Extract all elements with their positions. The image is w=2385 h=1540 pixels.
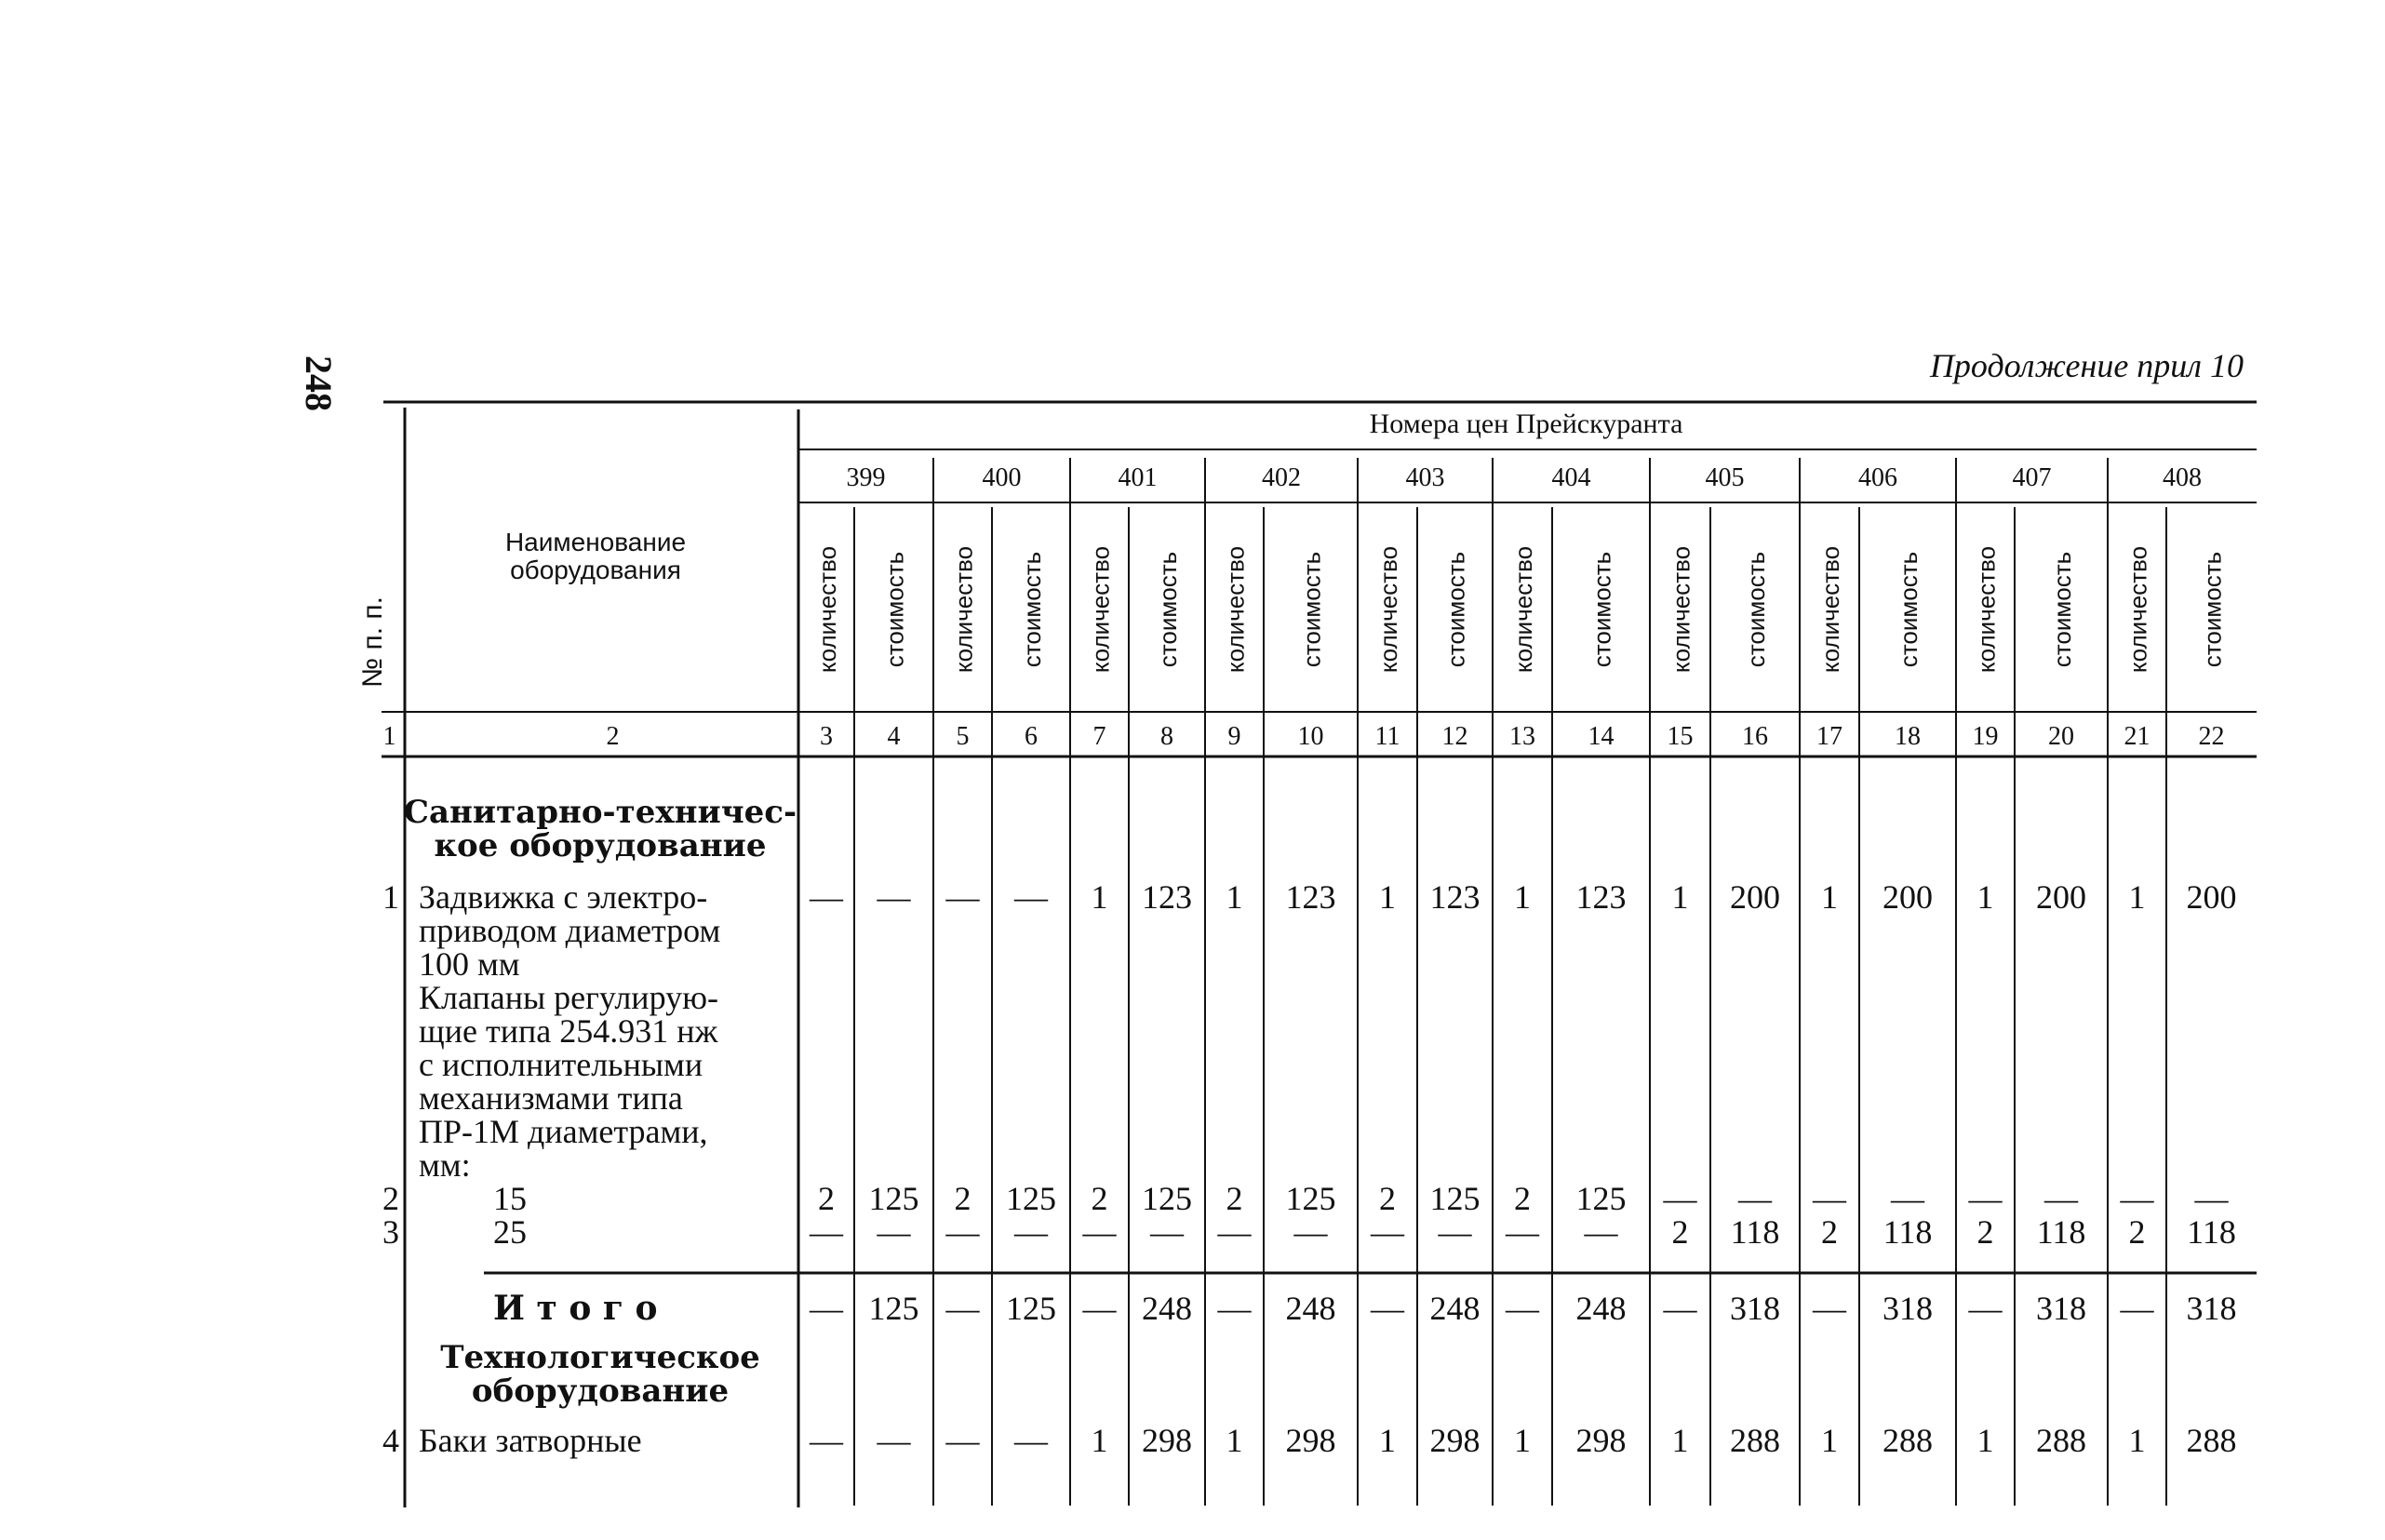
row-name: щие типа 254.931 нж — [419, 1012, 718, 1050]
sub-qty-label: количество — [1509, 545, 1537, 674]
row-cell: 1 — [1976, 1422, 1994, 1459]
col-number: 22 — [2198, 722, 2225, 751]
row-cell: 125 — [868, 1180, 919, 1217]
sub-qty-label: количество — [1816, 545, 1844, 674]
row-cell: 125 — [1142, 1180, 1192, 1217]
row-cell: — — [1968, 1180, 2003, 1217]
col-number: 5 — [956, 722, 970, 751]
row-cell: 2 — [1976, 1213, 1994, 1251]
col-number: 12 — [1441, 722, 1468, 751]
price-number: 406 — [1858, 463, 1897, 492]
row-cell: 2 — [818, 1180, 835, 1217]
row-cell: 123 — [1285, 878, 1336, 916]
price-number: 403 — [1405, 463, 1445, 492]
row-cell: 118 — [1883, 1213, 1933, 1251]
row-cell: 1 — [1821, 878, 1838, 916]
row-cell: 1 — [1671, 878, 1689, 916]
row-cell: — — [1217, 1213, 1252, 1251]
col-number: 14 — [1588, 722, 1615, 751]
row-cell: 125 — [1575, 1180, 1627, 1217]
total-cell: — — [810, 1290, 843, 1327]
col-number: 16 — [1742, 722, 1768, 751]
col-number: 19 — [1972, 722, 1999, 751]
col-number: 21 — [2124, 722, 2151, 751]
total-cell: 248 — [1429, 1290, 1481, 1327]
price-number: 400 — [982, 463, 1022, 492]
row-name: механизмами типа — [419, 1079, 683, 1117]
total-cell: 125 — [1006, 1290, 1056, 1327]
row-cell: — — [1371, 1213, 1404, 1251]
row-cell: — — [1150, 1213, 1184, 1251]
row-cell: — — [1014, 1213, 1048, 1251]
total-cell: — — [1082, 1290, 1117, 1327]
row-cell: — — [1891, 1180, 1924, 1217]
col-number: 20 — [2048, 722, 2074, 751]
sub-cost-label: стоимость — [2198, 551, 2227, 668]
row-cell: 1 — [1671, 1422, 1689, 1459]
row-name: приводом диаметром — [419, 912, 721, 949]
row-cell: 118 — [2036, 1213, 2086, 1251]
sub-qty-label: количество — [1972, 545, 2001, 674]
price-number: 401 — [1118, 463, 1158, 492]
total-cell: — — [1663, 1290, 1697, 1327]
row-cell: — — [945, 1422, 980, 1459]
row-name: Клапаны регулирую- — [419, 979, 718, 1016]
sub-qty-label: количество — [949, 545, 978, 674]
row-cell: 288 — [1883, 1422, 1933, 1459]
price-number: 405 — [1705, 463, 1745, 492]
row-number: 2 — [382, 1180, 399, 1217]
row-cell: — — [1506, 1213, 1539, 1251]
col-number: 1 — [382, 722, 396, 751]
price-number: 407 — [2012, 463, 2052, 492]
total-cell: — — [1371, 1290, 1404, 1327]
row-cell: 123 — [1142, 878, 1192, 916]
row-cell: 1 — [1976, 878, 1994, 916]
row-cell: 1 — [1091, 1422, 1108, 1459]
row-cell: — — [810, 1213, 843, 1251]
col-number: 15 — [1667, 722, 1694, 751]
row-cell: — — [1082, 1213, 1117, 1251]
row-cell: 1 — [1091, 878, 1108, 916]
total-cell: 318 — [1730, 1290, 1780, 1327]
col-number: 8 — [1160, 722, 1173, 751]
sub-cost-label: стоимость — [1018, 551, 1046, 668]
row-cell: 1 — [1821, 1422, 1838, 1459]
row-name: Задвижка с электро- — [419, 878, 708, 916]
col-number: 9 — [1227, 722, 1241, 751]
row-cell: 118 — [1730, 1213, 1780, 1251]
total-cell: — — [945, 1290, 980, 1327]
row-cell: 123 — [1575, 878, 1627, 916]
row-cell: 2 — [1226, 1180, 1243, 1217]
row-cell: 298 — [1575, 1422, 1627, 1459]
row-cell: — — [810, 878, 843, 916]
col-number: 2 — [606, 722, 620, 751]
sub-qty-label: количество — [1374, 545, 1402, 674]
row-cell: 298 — [1429, 1422, 1481, 1459]
row-cell: 1 — [1514, 1422, 1531, 1459]
total-cell: 125 — [868, 1290, 919, 1327]
row-cell: 298 — [1142, 1422, 1192, 1459]
row-cell: — — [1014, 878, 1048, 916]
row-cell: 1 — [2128, 1422, 2146, 1459]
sub-qty-label: количество — [1221, 545, 1250, 674]
col-name-label: Наименование — [504, 528, 687, 556]
col-number: 6 — [1025, 722, 1038, 751]
row-cell: 2 — [1821, 1213, 1838, 1251]
sub-qty-label: количество — [813, 545, 841, 674]
total-cell: 248 — [1285, 1290, 1336, 1327]
row-cell: — — [2044, 1180, 2078, 1217]
row-cell: 2 — [1091, 1180, 1108, 1217]
row-cell: 2 — [2128, 1213, 2146, 1251]
row-cell: — — [2194, 1180, 2229, 1217]
sub-qty-label: количество — [1667, 545, 1695, 674]
col-number: 13 — [1509, 722, 1535, 751]
row-cell: 1 — [2128, 878, 2146, 916]
col-num-label: № п. п. — [357, 596, 388, 689]
row-cell: 125 — [1006, 1180, 1056, 1217]
row-cell: — — [877, 878, 911, 916]
section-heading: кое оборудование — [434, 827, 767, 864]
running-head: Продолжение прил 10 — [1929, 347, 2244, 384]
price-number: 399 — [846, 463, 886, 492]
row-cell: — — [1438, 1213, 1472, 1251]
row-name: Баки затворные — [419, 1422, 642, 1459]
sub-cost-label: стоимость — [1742, 551, 1770, 668]
row-cell: 200 — [1883, 878, 1933, 916]
row-cell: 288 — [2036, 1422, 2086, 1459]
row-cell: 1 — [1226, 1422, 1243, 1459]
row-cell: 1 — [1514, 878, 1531, 916]
sub-cost-label: стоимость — [1588, 551, 1616, 668]
sub-cost-label: стоимость — [1441, 551, 1470, 668]
row-number: 1 — [382, 878, 399, 916]
row-number: 3 — [382, 1213, 399, 1251]
page-number: 248 — [298, 355, 340, 411]
row-cell: 2 — [1671, 1213, 1689, 1251]
row-cell: 200 — [2036, 878, 2086, 916]
row-cell: 200 — [1730, 878, 1780, 916]
col-number: 10 — [1297, 722, 1324, 751]
row-cell: — — [2120, 1180, 2154, 1217]
row-name: 15 — [493, 1180, 527, 1217]
row-cell: 123 — [1429, 878, 1481, 916]
price-number: 408 — [2163, 463, 2202, 492]
row-cell: — — [877, 1422, 911, 1459]
col-number: 17 — [1816, 722, 1842, 751]
row-name: 100 мм — [419, 945, 520, 983]
sub-cost-label: стоимость — [1895, 551, 1923, 668]
sub-cost-label: стоимость — [1154, 551, 1182, 668]
price-group-label: Номера цен Прейскуранта — [1369, 408, 1683, 439]
row-cell: 288 — [2186, 1422, 2237, 1459]
col-number: 7 — [1092, 722, 1106, 751]
row-name: с исполнительными — [419, 1046, 703, 1083]
row-cell: 288 — [1730, 1422, 1780, 1459]
total-cell: 318 — [2036, 1290, 2086, 1327]
row-cell: 1 — [1226, 878, 1243, 916]
row-cell: 1 — [1379, 878, 1396, 916]
row-cell: — — [1014, 1422, 1048, 1459]
row-cell: — — [1293, 1213, 1328, 1251]
row-cell: 2 — [954, 1180, 971, 1217]
row-cell: — — [1663, 1180, 1697, 1217]
row-name: 25 — [493, 1213, 527, 1251]
row-cell: 2 — [1514, 1180, 1531, 1217]
total-cell: — — [1506, 1290, 1539, 1327]
row-cell: 1 — [1379, 1422, 1396, 1459]
sub-qty-label: количество — [1086, 545, 1115, 674]
row-cell: — — [1738, 1180, 1772, 1217]
row-cell: — — [1584, 1213, 1618, 1251]
row-name: ПР-1М диаметрами, — [419, 1113, 708, 1150]
row-cell: 298 — [1285, 1422, 1336, 1459]
row-cell: 125 — [1285, 1180, 1336, 1217]
row-name: мм: — [419, 1146, 471, 1184]
total-cell: — — [2120, 1290, 2154, 1327]
sub-qty-label: количество — [2124, 545, 2152, 674]
row-cell: — — [1813, 1180, 1846, 1217]
total-cell: 318 — [2186, 1290, 2237, 1327]
total-cell: 248 — [1575, 1290, 1627, 1327]
total-cell: 318 — [1883, 1290, 1933, 1327]
total-cell: 248 — [1142, 1290, 1192, 1327]
col-number: 11 — [1374, 722, 1400, 751]
row-cell: — — [945, 1213, 980, 1251]
row-number: 4 — [382, 1422, 399, 1459]
col-number: 18 — [1895, 722, 1921, 751]
col-name-label: оборудования — [510, 556, 681, 584]
col-number: 4 — [887, 722, 901, 751]
row-cell: 2 — [1379, 1180, 1396, 1217]
table-text — [357, 408, 2237, 1459]
sub-cost-label: стоимость — [1297, 551, 1326, 668]
price-number: 404 — [1551, 463, 1591, 492]
row-cell: 118 — [2187, 1213, 2236, 1251]
row-cell: — — [945, 878, 980, 916]
row-cell: — — [810, 1422, 843, 1459]
total-cell: — — [1968, 1290, 2003, 1327]
sub-cost-label: стоимость — [2048, 551, 2076, 668]
section-heading: Санитарно-техничес- — [403, 794, 797, 831]
total-cell: — — [1813, 1290, 1846, 1327]
row-cell: 200 — [2186, 878, 2237, 916]
total-label: И т о г о — [493, 1289, 658, 1328]
section-heading: оборудование — [471, 1373, 730, 1410]
sub-cost-label: стоимость — [880, 551, 909, 668]
price-number: 402 — [1262, 463, 1301, 492]
col-number: 3 — [820, 722, 833, 751]
row-cell: — — [877, 1213, 911, 1251]
row-cell: 125 — [1429, 1180, 1481, 1217]
total-cell: — — [1217, 1290, 1252, 1327]
section-heading: Технологическое — [440, 1339, 760, 1376]
